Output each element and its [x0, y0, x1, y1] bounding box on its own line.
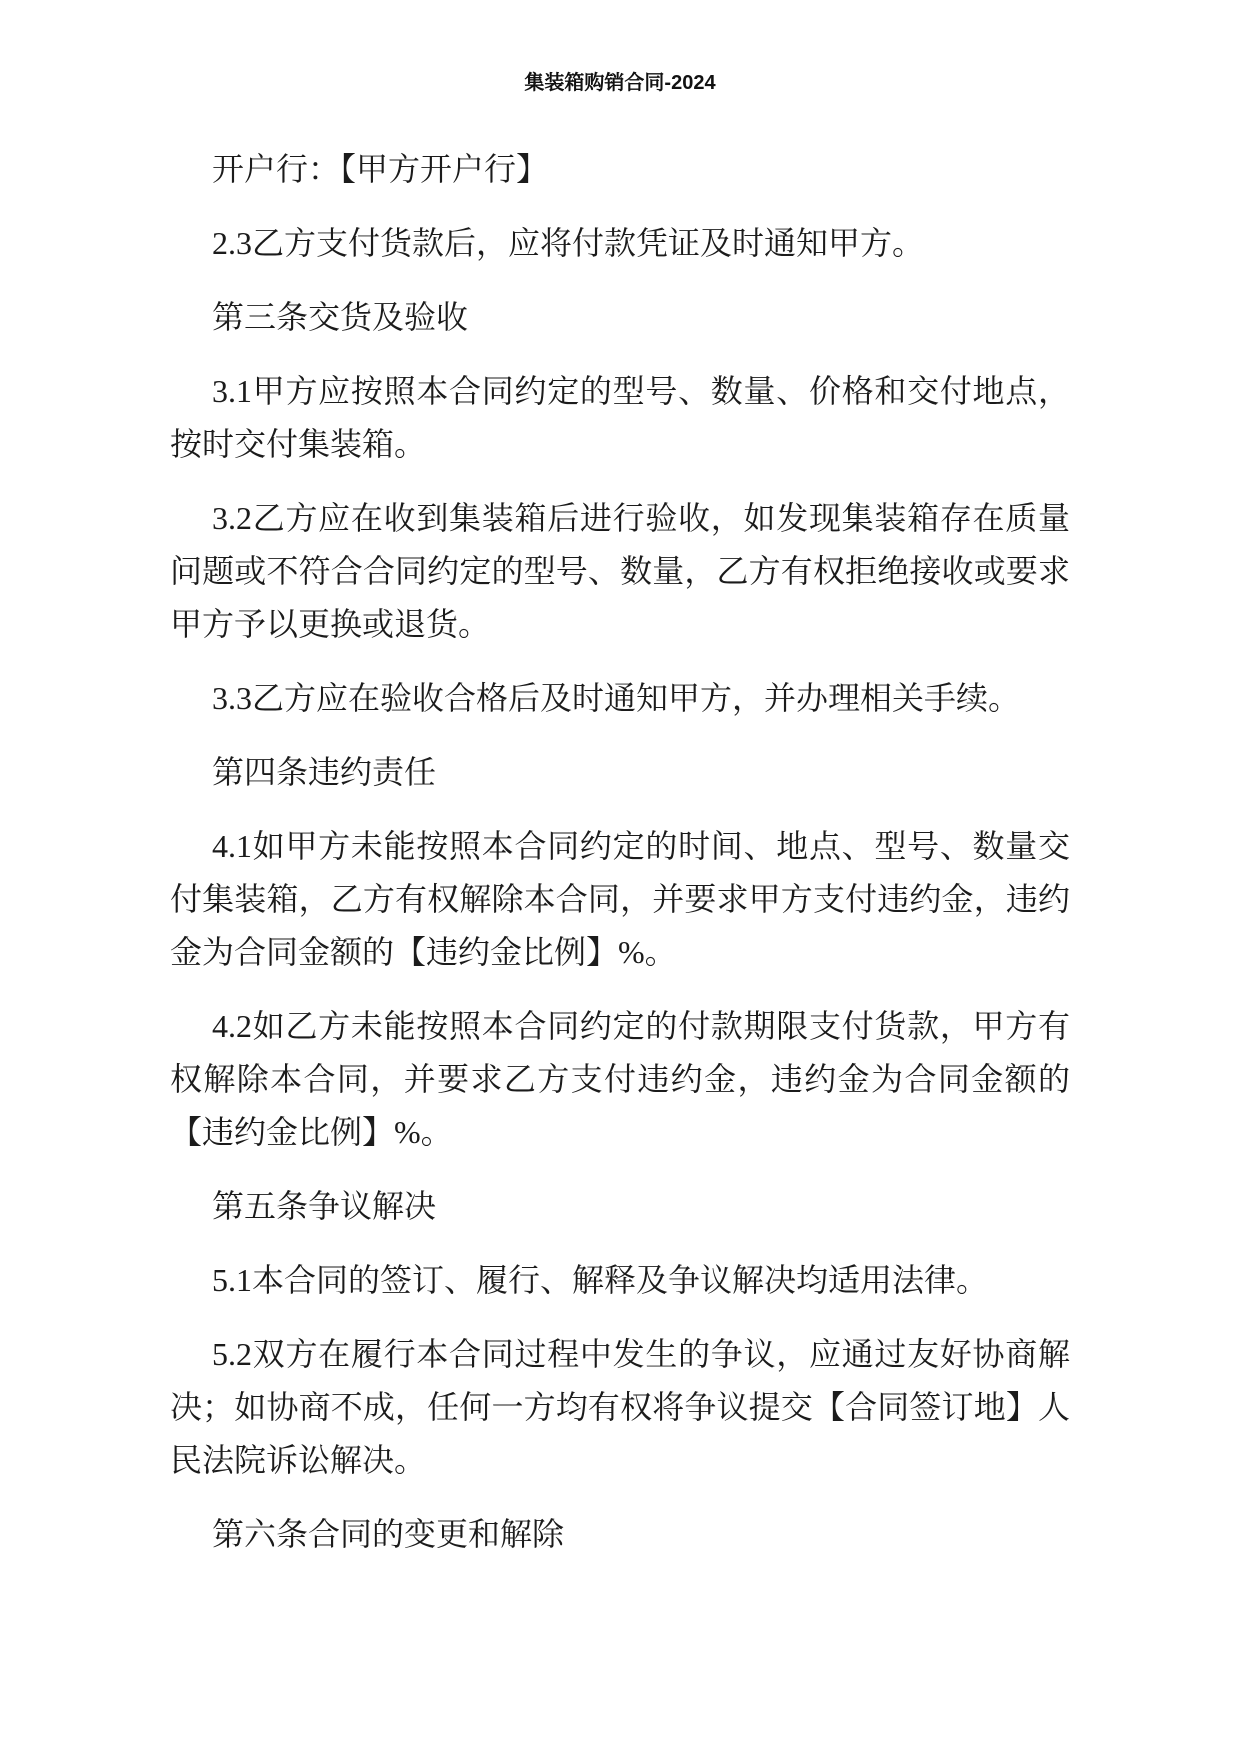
section-heading-article-5: 第五条争议解决 — [212, 1188, 437, 1224]
clause-paragraph-4-2: 4.2如乙方未能按照本合同约定的付款期限支付货款，甲方有权解除本合同，并要求乙方支付违约金，违约金为合同金额的【违约金比例】%。 — [170, 1008, 1070, 1150]
document-body — [0, 143, 1240, 1561]
clause-paragraph-5-1: 5.1本合同的签订、履行、解释及争议解决均适用法律。 — [212, 1262, 989, 1298]
clause-paragraph-3-2: 3.2乙方应在收到集装箱后进行验收，如发现集装箱存在质量问题或不符合合同约定的型号、数量，乙方有权拒绝接收或要求甲方予以更换或退货。 — [170, 500, 1070, 642]
clause-paragraph-bank: 开户行：【甲方开户行】 — [212, 151, 549, 187]
section-heading-article-6: 第六条合同的变更和解除 — [212, 1516, 565, 1552]
clause-paragraph-4-1: 4.1如甲方未能按照本合同约定的时间、地点、型号、数量交付集装箱，乙方有权解除本合同，并要求甲方支付违约金，违约金为合同金额的【违约金比例】%。 — [170, 828, 1070, 970]
clause-paragraph-3-1: 3.1甲方应按照本合同约定的型号、数量、价格和交付地点，按时交付集装箱。 — [170, 373, 1070, 462]
document-title: 集装箱购销合同-2024 — [524, 72, 716, 94]
clause-paragraph-3-3: 3.3乙方应在验收合格后及时通知甲方，并办理相关手续。 — [212, 680, 1021, 716]
clause-paragraph-2-3: 2.3乙方支付货款后，应将付款凭证及时通知甲方。 — [212, 225, 925, 261]
section-heading-article-4: 第四条违约责任 — [212, 754, 437, 790]
clause-paragraph-5-2: 5.2双方在履行本合同过程中发生的争议，应通过友好协商解决；如协商不成，任何一方均有权将争议提交【合同签订地】人民法院诉讼解决。 — [170, 1336, 1070, 1478]
section-heading-article-3: 第三条交货及验收 — [212, 299, 469, 335]
